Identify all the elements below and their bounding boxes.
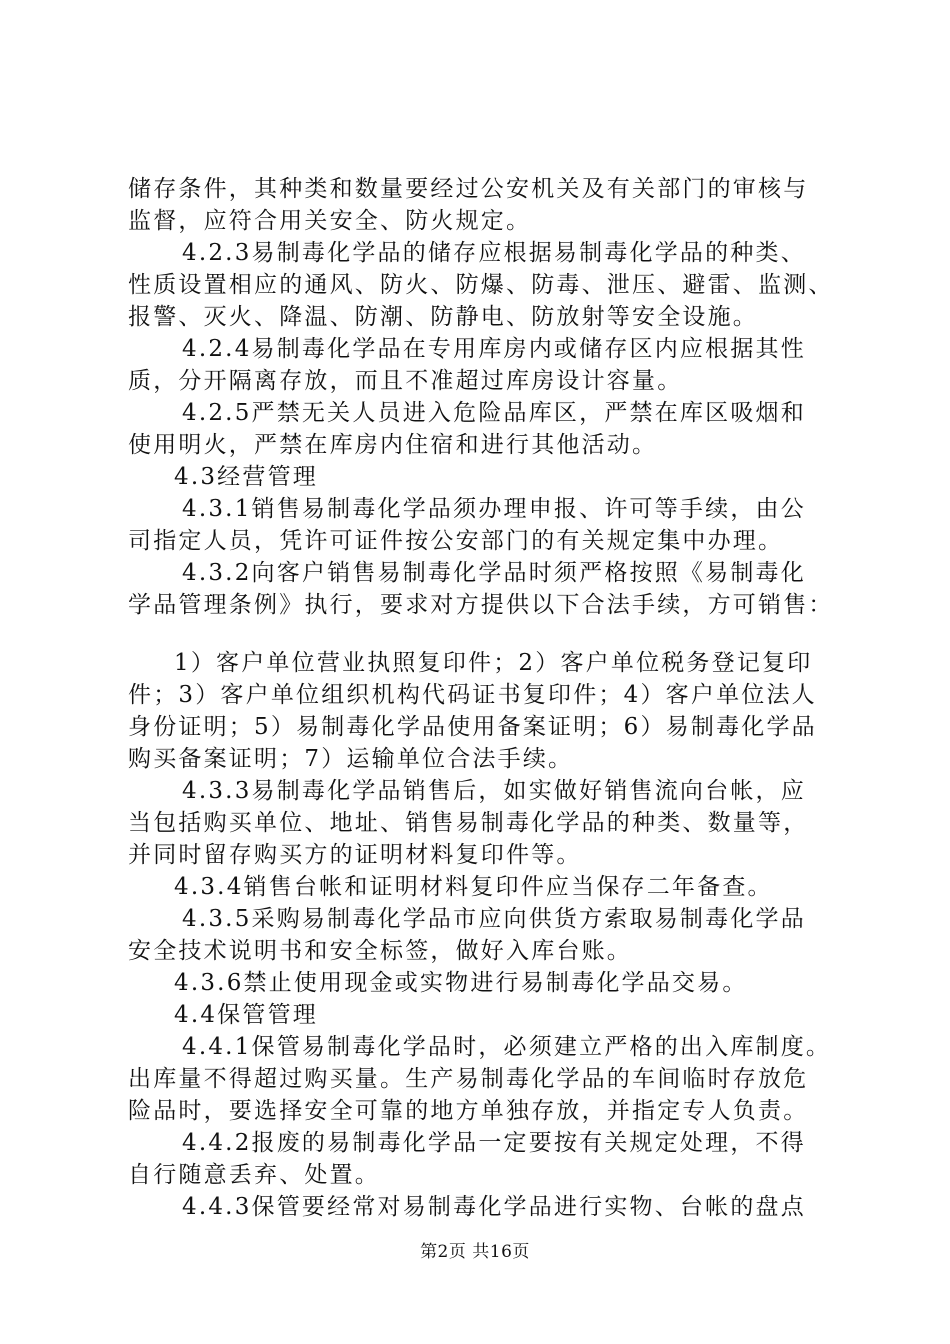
text-line: 4.2.5严禁无关人员进入危险品库区，严禁在库区吸烟和 [182, 400, 806, 426]
text-line: 4.4.3保管要经常对易制毒化学品进行实物、台帐的盘点 [182, 1194, 806, 1220]
text-line: 险品时，要选择安全可靠的地方单独存放，并指定专人负责。 [128, 1098, 809, 1124]
text-line: 4.4保管管理 [174, 1002, 318, 1028]
text-line: 学品管理条例》执行，要求对方提供以下合法手续，方可销售： [128, 592, 834, 618]
text-line: 质，分开隔离存放，而且不准超过库房设计容量。 [128, 368, 683, 394]
text-line: 4.3.4销售台帐和证明材料复印件应当保存二年备查。 [174, 874, 773, 900]
text-line: 4.2.3易制毒化学品的储存应根据易制毒化学品的种类、 [182, 240, 806, 266]
text-line: 1）客户单位营业执照复印件；2）客户单位税务登记复印 [174, 650, 813, 676]
text-line: 安全技术说明书和安全标签，做好入库台账。 [128, 938, 632, 964]
document-body [128, 173, 840, 1223]
text-line: 身份证明；5）易制毒化学品使用备案证明；6）易制毒化学品 [128, 714, 817, 740]
page-footer: 第2页 共16页 [420, 1242, 530, 1262]
text-line: 4.3经营管理 [174, 464, 318, 490]
text-line: 使用明火，严禁在库房内住宿和进行其他活动。 [128, 432, 658, 458]
text-line: 件；3）客户单位组织机构代码证书复印件；4）客户单位法人 [128, 682, 817, 708]
text-line: 当包括购买单位、地址、销售易制毒化学品的种类、数量等， [128, 810, 809, 836]
text-block-storage-and-sales [128, 173, 840, 621]
text-line: 购买备案证明；7）运输单位合法手续。 [128, 746, 574, 772]
text-line: 储存条件，其种类和数量要经过公安机关及有关部门的审核与 [128, 176, 809, 202]
text-block-sales-and-custody [128, 647, 840, 1223]
text-line: 4.4.1保管易制毒化学品时，必须建立严格的出入库制度。 [182, 1034, 832, 1060]
text-line: 4.3.2向客户销售易制毒化学品时须严格按照《易制毒化 [182, 560, 806, 586]
text-line: 自行随意丢弃、处置。 [128, 1162, 380, 1188]
text-line: 4.2.4易制毒化学品在专用库房内或储存区内应根据其性 [182, 336, 806, 362]
text-line: 司指定人员，凭许可证件按公安部门的有关规定集中办理。 [128, 528, 784, 554]
text-line: 4.3.6禁止使用现金或实物进行易制毒化学品交易。 [174, 970, 748, 996]
text-line: 并同时留存购买方的证明材料复印件等。 [128, 842, 582, 868]
text-line: 性质设置相应的通风、防火、防爆、防毒、泄压、避雷、监测、 [128, 272, 834, 298]
text-line: 监督，应符合用关安全、防火规定。 [128, 208, 532, 234]
text-line: 出库量不得超过购买量。生产易制毒化学品的车间临时存放危 [128, 1066, 809, 1092]
text-line: 报警、灭火、降温、防潮、防静电、防放射等安全设施。 [128, 304, 758, 330]
paragraph-gap [128, 621, 840, 647]
text-line: 4.4.2报废的易制毒化学品一定要按有关规定处理，不得 [182, 1130, 806, 1156]
text-line: 4.3.5采购易制毒化学品市应向供货方索取易制毒化学品 [182, 906, 806, 932]
text-line: 4.3.1销售易制毒化学品须办理申报、许可等手续，由公 [182, 496, 806, 522]
text-line: 4.3.3易制毒化学品销售后，如实做好销售流向台帐，应 [182, 778, 806, 804]
